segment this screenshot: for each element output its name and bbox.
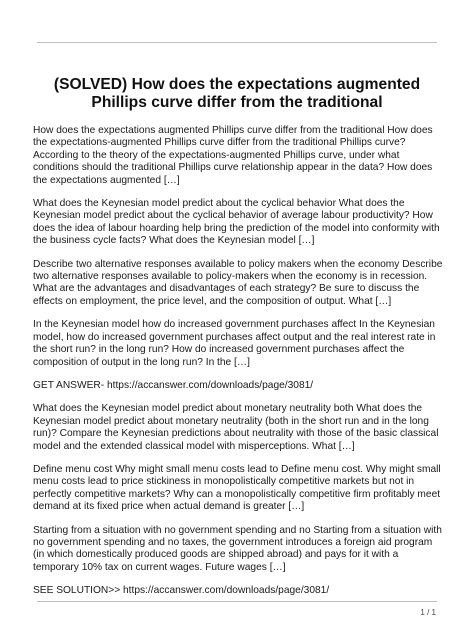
see-solution-link[interactable]: SEE SOLUTION>> https://accanswer.com/downloads/page/3081/ xyxy=(33,585,330,597)
get-answer-link[interactable]: GET ANSWER- https://accanswer.com/downloads/page/3081/ xyxy=(33,379,314,391)
paragraph-government-purchases: In the Keynesian model how do increased government purchases affect In the Keynesian model, how do increased government purchases affect output and the real interest rate in the short run? in the long run? How do increased government purchases affect the composition of output in the long run? In the […] xyxy=(33,319,436,368)
paragraph-policy-responses: Describe two alternative responses available to policy makers when the economy Describe two alternative responses available to policy-makers when the economy is in recession. What are the advantages and disadvantages of each strategy? Be sure to discuss the effects on employment, the price level, and the composition of output. What […] xyxy=(33,258,443,307)
paragraph-phillips-curve: How does the expectations augmented Phillips curve differ from the traditional How does the expectations-augmented Phillips curve differ from the traditional Phillips curve? According to the theory of the expectations-augmented Phillips curve, under what conditions should the traditional Phillips curve relationship appear in the data? How does the expectations augmented […] xyxy=(33,125,433,186)
paragraph-labour-productivity: What does the Keynesian model predict about the cyclical behavior What does the Keynesian model predict about the cyclical behavior of average labour productivity? How does the idea of labour hoarding help bring the prediction of the model into conformity with the business cycle facts? What does the Keynesian model […] xyxy=(33,198,440,247)
header-rule xyxy=(37,42,437,43)
footer-rule xyxy=(37,601,437,602)
paragraph-foreign-aid: Starting from a situation with no government spending and no Starting from a situation with no government spending and no taxes, the government introduces a foreign aid program (in which domestically produced goods are shipped abroad) and pays for it with a temporary 10% tax on current wages. Future wages […] xyxy=(33,524,442,573)
paragraph-menu-cost: Define menu cost Why might small menu costs lead to Define menu cost. Why might small menu costs lead to price stickiness in monopolistically competitive markets but not in perfectly competitive markets? Why can a monopolistically competitive firm profitably meet demand at its fixed price when actual demand is greater […] xyxy=(33,463,441,513)
document-body xyxy=(33,125,445,609)
page-number: 1 / 1 xyxy=(420,608,436,617)
paragraph-monetary-neutrality: What does the Keynesian model predict about monetary neutrality both What does the Keynesian model predict about monetary neutrality (both in the short run and in the long run)? Compare the Keynesian predictions about neutrality with those of the basic classical model and the extended classical model with misperceptions. What […] xyxy=(33,403,439,452)
page-title: (SOLVED) How does the expectations augmented Phillips curve differ from the traditional xyxy=(53,76,421,111)
